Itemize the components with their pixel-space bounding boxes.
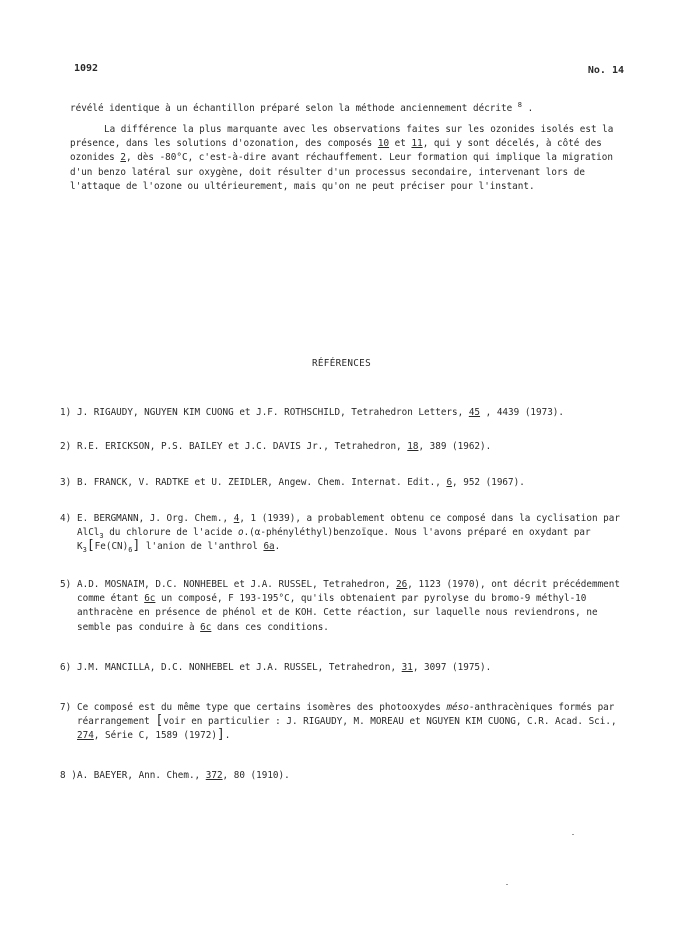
reference-number: 7) bbox=[60, 702, 72, 713]
compound-ref: 2 bbox=[120, 152, 126, 164]
reference-item: 2) R.E. ERICKSON, P.S. BAILEY et J.C. DAVIS Jr., Tetrahedron, 18, 389 (1962). bbox=[60, 440, 630, 454]
compound-ref: 11 bbox=[411, 138, 423, 150]
volume: 18 bbox=[407, 441, 419, 452]
references-title: RÉFÉRENCES bbox=[312, 358, 371, 369]
volume: 31 bbox=[401, 662, 413, 673]
compound-ref: 6c bbox=[200, 621, 212, 633]
compound-ref: 6c bbox=[144, 593, 156, 605]
volume: 274 bbox=[77, 730, 94, 742]
reference-number: 4) bbox=[60, 513, 72, 524]
page-number: 1092 bbox=[74, 63, 99, 74]
compound-ref: 10 bbox=[377, 138, 390, 150]
issue-number: No. 14 bbox=[587, 65, 624, 76]
volume: 26 bbox=[396, 579, 408, 590]
reference-item: 4) E. BERGMANN, J. Org. Chem., 4, 1 (1939), a probablement obtenu ce composé dans la cyclisation par AlCl$_3$ du chlorure de l'acide o.(α-phényléthyl)benzoïque. Nous l'avons préparé en oxydant par $K_3[Fe(CN)_6]$ l'anion de l'anthrol 6a. bbox=[60, 513, 620, 555]
reference-item: 6) J.M. MANCILLA, D.C. NONHEBEL et J.A. RUSSEL, Tetrahedron, 31, 3097 (1975). bbox=[60, 661, 630, 675]
paragraph-continuation: révélé identique à un échantillon préparé selon la méthode anciennement décrite $^8$ . bbox=[70, 100, 534, 114]
scan-speck bbox=[506, 884, 508, 885]
citation-superscript: 8 bbox=[517, 100, 523, 109]
reference-item: 7) Ce composé est du même type que certains isomères des photooxydes méso-anthracèniques formés par réarrangement [voir en particulier : J. RIGAUDY, M. MOREAU et NGUYEN KIM CUONG, C.R. Acad. Sci., 274, Série C, 1589 (1972)]. bbox=[60, 702, 617, 743]
reference-number: 6) bbox=[60, 662, 72, 673]
compound-ref: 6a bbox=[263, 541, 275, 553]
volume: 45 bbox=[468, 407, 481, 418]
reference-item: 1) J. RIGAUDY, NGUYEN KIM CUONG et J.F. ROTHSCHILD, Tetrahedron Letters, 45 , 4439 (1973). bbox=[60, 406, 630, 420]
volume: 6 bbox=[446, 477, 453, 488]
paragraph-main: La différence la plus marquante avec les observations faites sur les ozonides isolés est la présence, dans les solutions d'ozonation, des composés 10 et 11, qui y sont décelés, à côté des ozonides 2, dès -80°C, c'est-à-dire avant réchauffement. Leur formation qui implique la migration d'un benzo latéral sur oxygène, doit résulter d'un processus secondaire, intervenant lors de l'attaque de l'ozone ou ultérieurement, mais qu'on ne peut préciser pour l'instant. bbox=[70, 124, 614, 192]
scan-speck bbox=[572, 834, 574, 835]
reference-item: 8 ) A. BAEYER, Ann. Chem., 372, 80 (1910). bbox=[60, 769, 630, 783]
volume: 4 bbox=[233, 513, 240, 524]
reference-number: 8 ) bbox=[60, 770, 77, 781]
reference-number: 5) bbox=[60, 579, 72, 590]
reference-number: 2) bbox=[60, 441, 72, 452]
reference-number: 1) bbox=[60, 407, 72, 418]
reference-item: 3) B. FRANCK, V. RADTKE et U. ZEIDLER, Angew. Chem. Internat. Edit., 6, 952 (1967). bbox=[60, 476, 630, 490]
volume: 372 bbox=[205, 770, 223, 781]
reference-item: 5) A.D. MOSNAIM, D.C. NONHEBEL et J.A. RUSSEL, Tetrahedron, 26, 1123 (1970), ont décrit précédemment comme étant 6c un composé, F 193-195°C, qu'ils obtenaient par pyrolyse du bromo-9 méthyl-10 anthracène en présence de phénol et de KOH. Cette réaction, sur laquelle nous reviendrons, ne semble pas conduire à 6c dans ces conditions. bbox=[60, 579, 620, 633]
reference-number: 3) bbox=[60, 477, 72, 488]
